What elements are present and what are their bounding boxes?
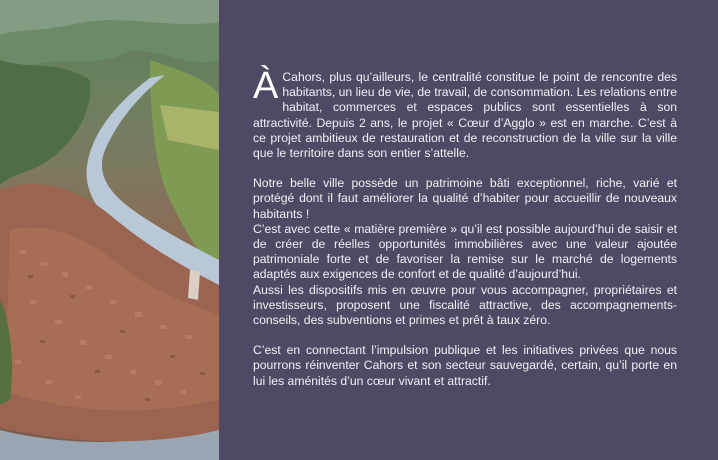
wooded-slope: [0, 60, 90, 185]
aerial-photo-illustration: [0, 0, 219, 460]
paragraph-4: Aussi les dispositifs mis en œuvre pour vous accompagner, propriétaires et investisseurs, proposent une fiscalité attractive, des accompagnements-conseils, des subventions et primes et prêt à taux zéro.: [253, 282, 677, 328]
paragraph-1: [253, 65, 677, 161]
paragraph-2: Notre belle ville possède un patrimoine bâti exceptionnel, riche, varié et protégé dont il faut améliorer la qualité d’habiter pour accueillir de nouveaux habitants !: [253, 176, 677, 221]
aerial-photo-cahors: [0, 0, 219, 460]
article-body: [253, 65, 677, 389]
drop-cap: À: [253, 65, 279, 107]
paragraph-5: C’est en connectant l’impulsion publique et les initiatives privées que nous pourrons réinventer Cahors et son secteur sauvegardé, certain, qu’il porte en lui les aménités d’un cœur vivant et attractif.: [253, 343, 677, 388]
bridge: [188, 270, 200, 300]
text-panel: [219, 0, 718, 460]
paragraph-gap: [253, 328, 677, 343]
paragraph-1-text: Cahors, plus qu’ailleurs, le centralité constitue le point de rencontre des habitants, un lieu de vie, de travail, de consommation. Les relations entre habitat, commerces et espaces publics sont essentielles à son attractivité. Depuis 2 ans, le projet « Cœur d’Agglo » est en marche. C’est à ce projet ambitieux de restauration et de reconstruction de la ville sur la ville que le territoire dans son entier s’attelle.: [253, 70, 677, 161]
paragraph-gap: [253, 161, 677, 176]
paragraph-3: C’est avec cette « matière première » qu’il est possible aujourd’hui de saisir et de créer de réelles opportunités immobilières avec une valeur ajoutée patrimoniale forte et de favoriser la remise sur le marché de logements adaptés aux exigences de confort et de qualité d’aujourd’hui.: [253, 221, 677, 282]
